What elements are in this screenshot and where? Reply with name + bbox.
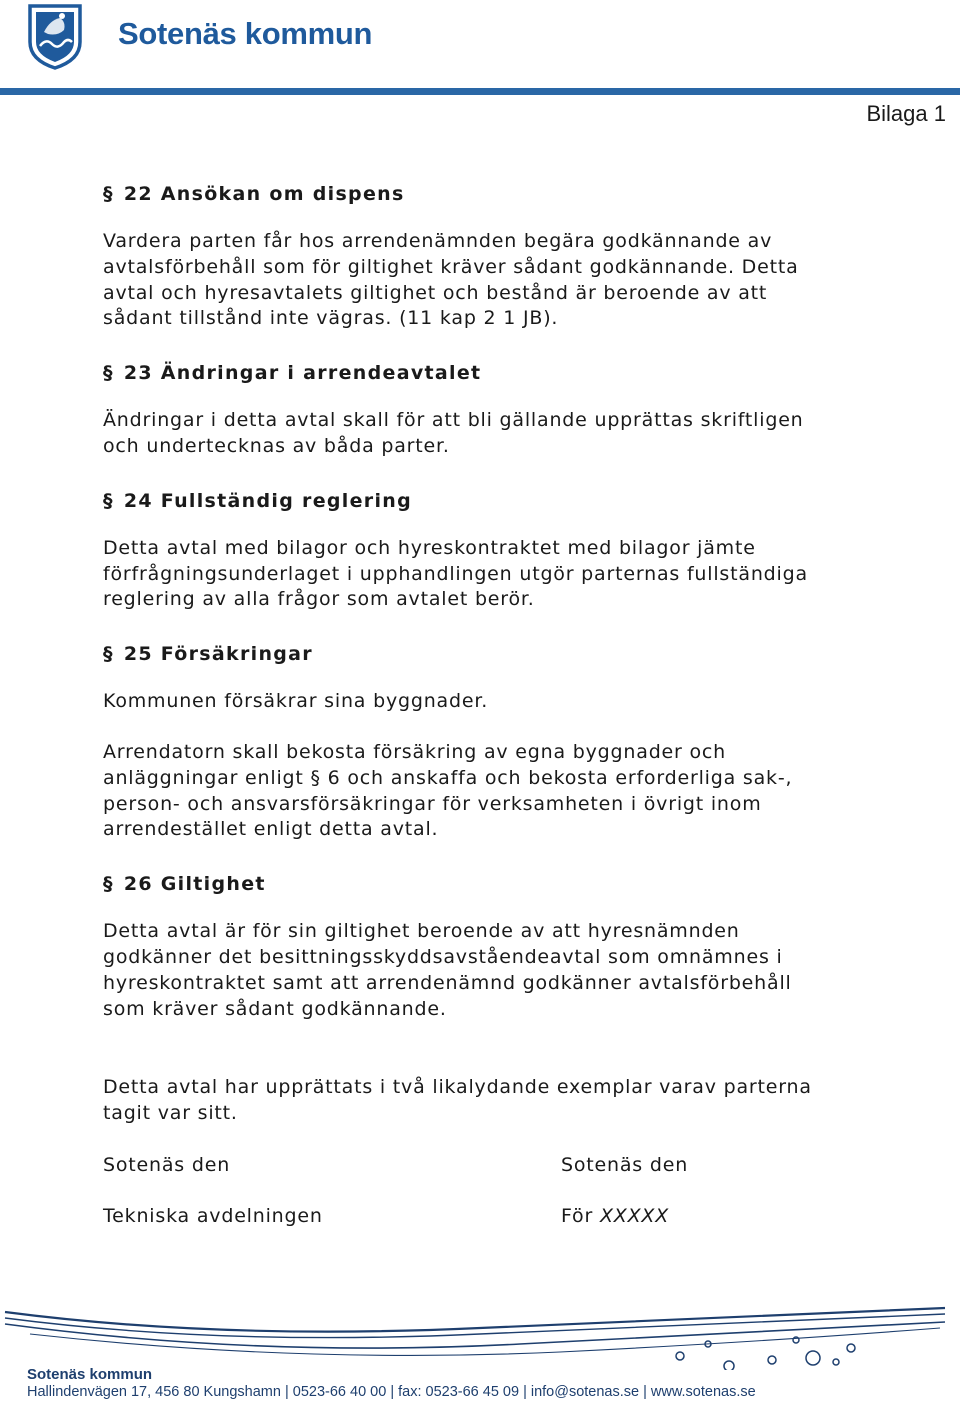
closing-line: Detta avtal har upprättats i två likalydande exemplar varav parterna [103,1076,812,1099]
footer-contact: Hallindenvägen 17, 456 80 Kungshamn | 0523-66 40 00 | fax: 0523-66 45 09 | info@sotenas.se | www.sotenas.se [27,1384,756,1400]
appendix-label: Bilaga 1 [866,101,946,126]
paragraph [103,536,863,613]
signature-place-left: Sotenäs den [103,1153,231,1176]
party-name-placeholder: XXXXX [599,1204,670,1227]
paragraph-line: Detta avtal är för sin giltighet beroende av att hyresnämnden [103,920,740,943]
org-name: Sotenäs kommun [118,16,373,51]
paragraph-line: person- och ansvarsförsäkringar för verksamheten i övrigt inom [103,792,762,815]
paragraph-line: godkänner det besittningsskyddsavståendeavtal som omnämnes i [103,945,783,968]
section-symbol: § [103,643,114,666]
paragraph-line: förfrågningsunderlaget i upphandlingen utgör parternas fullständiga [103,562,808,585]
footer-org-name: Sotenäs kommun [27,1366,153,1383]
section-heading [103,868,863,901]
section-title: 24 Fullständig reglering [123,489,412,512]
paragraph-line: som kräver sådant godkännande. [103,997,447,1020]
section-symbol: § [103,362,114,385]
party-prefix: För [561,1204,594,1227]
signature-party-left: Tekniska avdelningen [103,1204,323,1227]
section-symbol: § [103,183,114,205]
section-heading [103,638,863,671]
section-heading [103,178,863,211]
closing-statement [103,1075,863,1127]
paragraph [103,689,863,715]
paragraph-line: reglering av alla frågor som avtalet berör. [103,588,535,611]
paragraph-line: Ändringar i detta avtal skall för att bli gällande upprättas skriftligen [103,409,804,432]
paragraph-line: avtalsförbehåll som för giltighet kräver sådant godkännande. Detta [103,255,799,278]
signature-party-right [561,1203,669,1229]
paragraph-line: Arrendatorn skall bekosta försäkring av egna byggnader och [103,740,727,763]
page-header [0,0,960,96]
signature-place-row [103,1152,863,1178]
municipal-crest-icon [26,2,106,70]
paragraph [103,740,863,843]
page-footer [0,1300,960,1406]
section-title: 26 Giltighet [123,873,266,896]
section-title: 22 Ansökan om dispens [123,183,405,205]
paragraph-line: och undertecknas av båda parter. [103,434,450,457]
paragraph-line: avtal och hyresavtalets giltighet och bestånd är beroende av att [103,281,768,304]
section-title: 25 Försäkringar [123,643,313,666]
paragraph [103,408,863,460]
wave-decoration [0,1300,960,1370]
section-heading [103,485,863,518]
paragraph-line: arrendestället enligt detta avtal. [103,818,439,841]
section-heading [103,357,863,390]
paragraph-line: Detta avtal med bilagor och hyreskontraktet med bilagor jämte [103,536,756,559]
header-rule [0,88,960,95]
paragraph-line: hyreskontraktet samt att arrendenämnd godkänner avtalsförbehåll [103,971,792,994]
paragraph [103,229,863,332]
closing-line: tagit var sitt. [103,1102,238,1125]
paragraph-line: Kommunen försäkrar sina byggnader. [103,690,489,713]
document-body [103,178,863,1254]
signature-party-row [103,1203,863,1229]
paragraph-line: sådant tillstånd inte vägras. (11 kap 2 1 JB). [103,307,559,330]
paragraph [103,919,863,1022]
signature-place-right: Sotenäs den [561,1153,689,1176]
paragraph-line: anläggningar enligt § 6 och anskaffa och bekosta erforderliga sak-, [103,766,793,789]
paragraph-line: Vardera parten får hos arrendenämnden begära godkännande av [103,230,773,252]
section-symbol: § [103,873,114,896]
sotenas-logo [26,2,373,70]
section-symbol: § [103,489,114,512]
section-title: 23 Ändringar i arrendeavtalet [123,362,482,385]
